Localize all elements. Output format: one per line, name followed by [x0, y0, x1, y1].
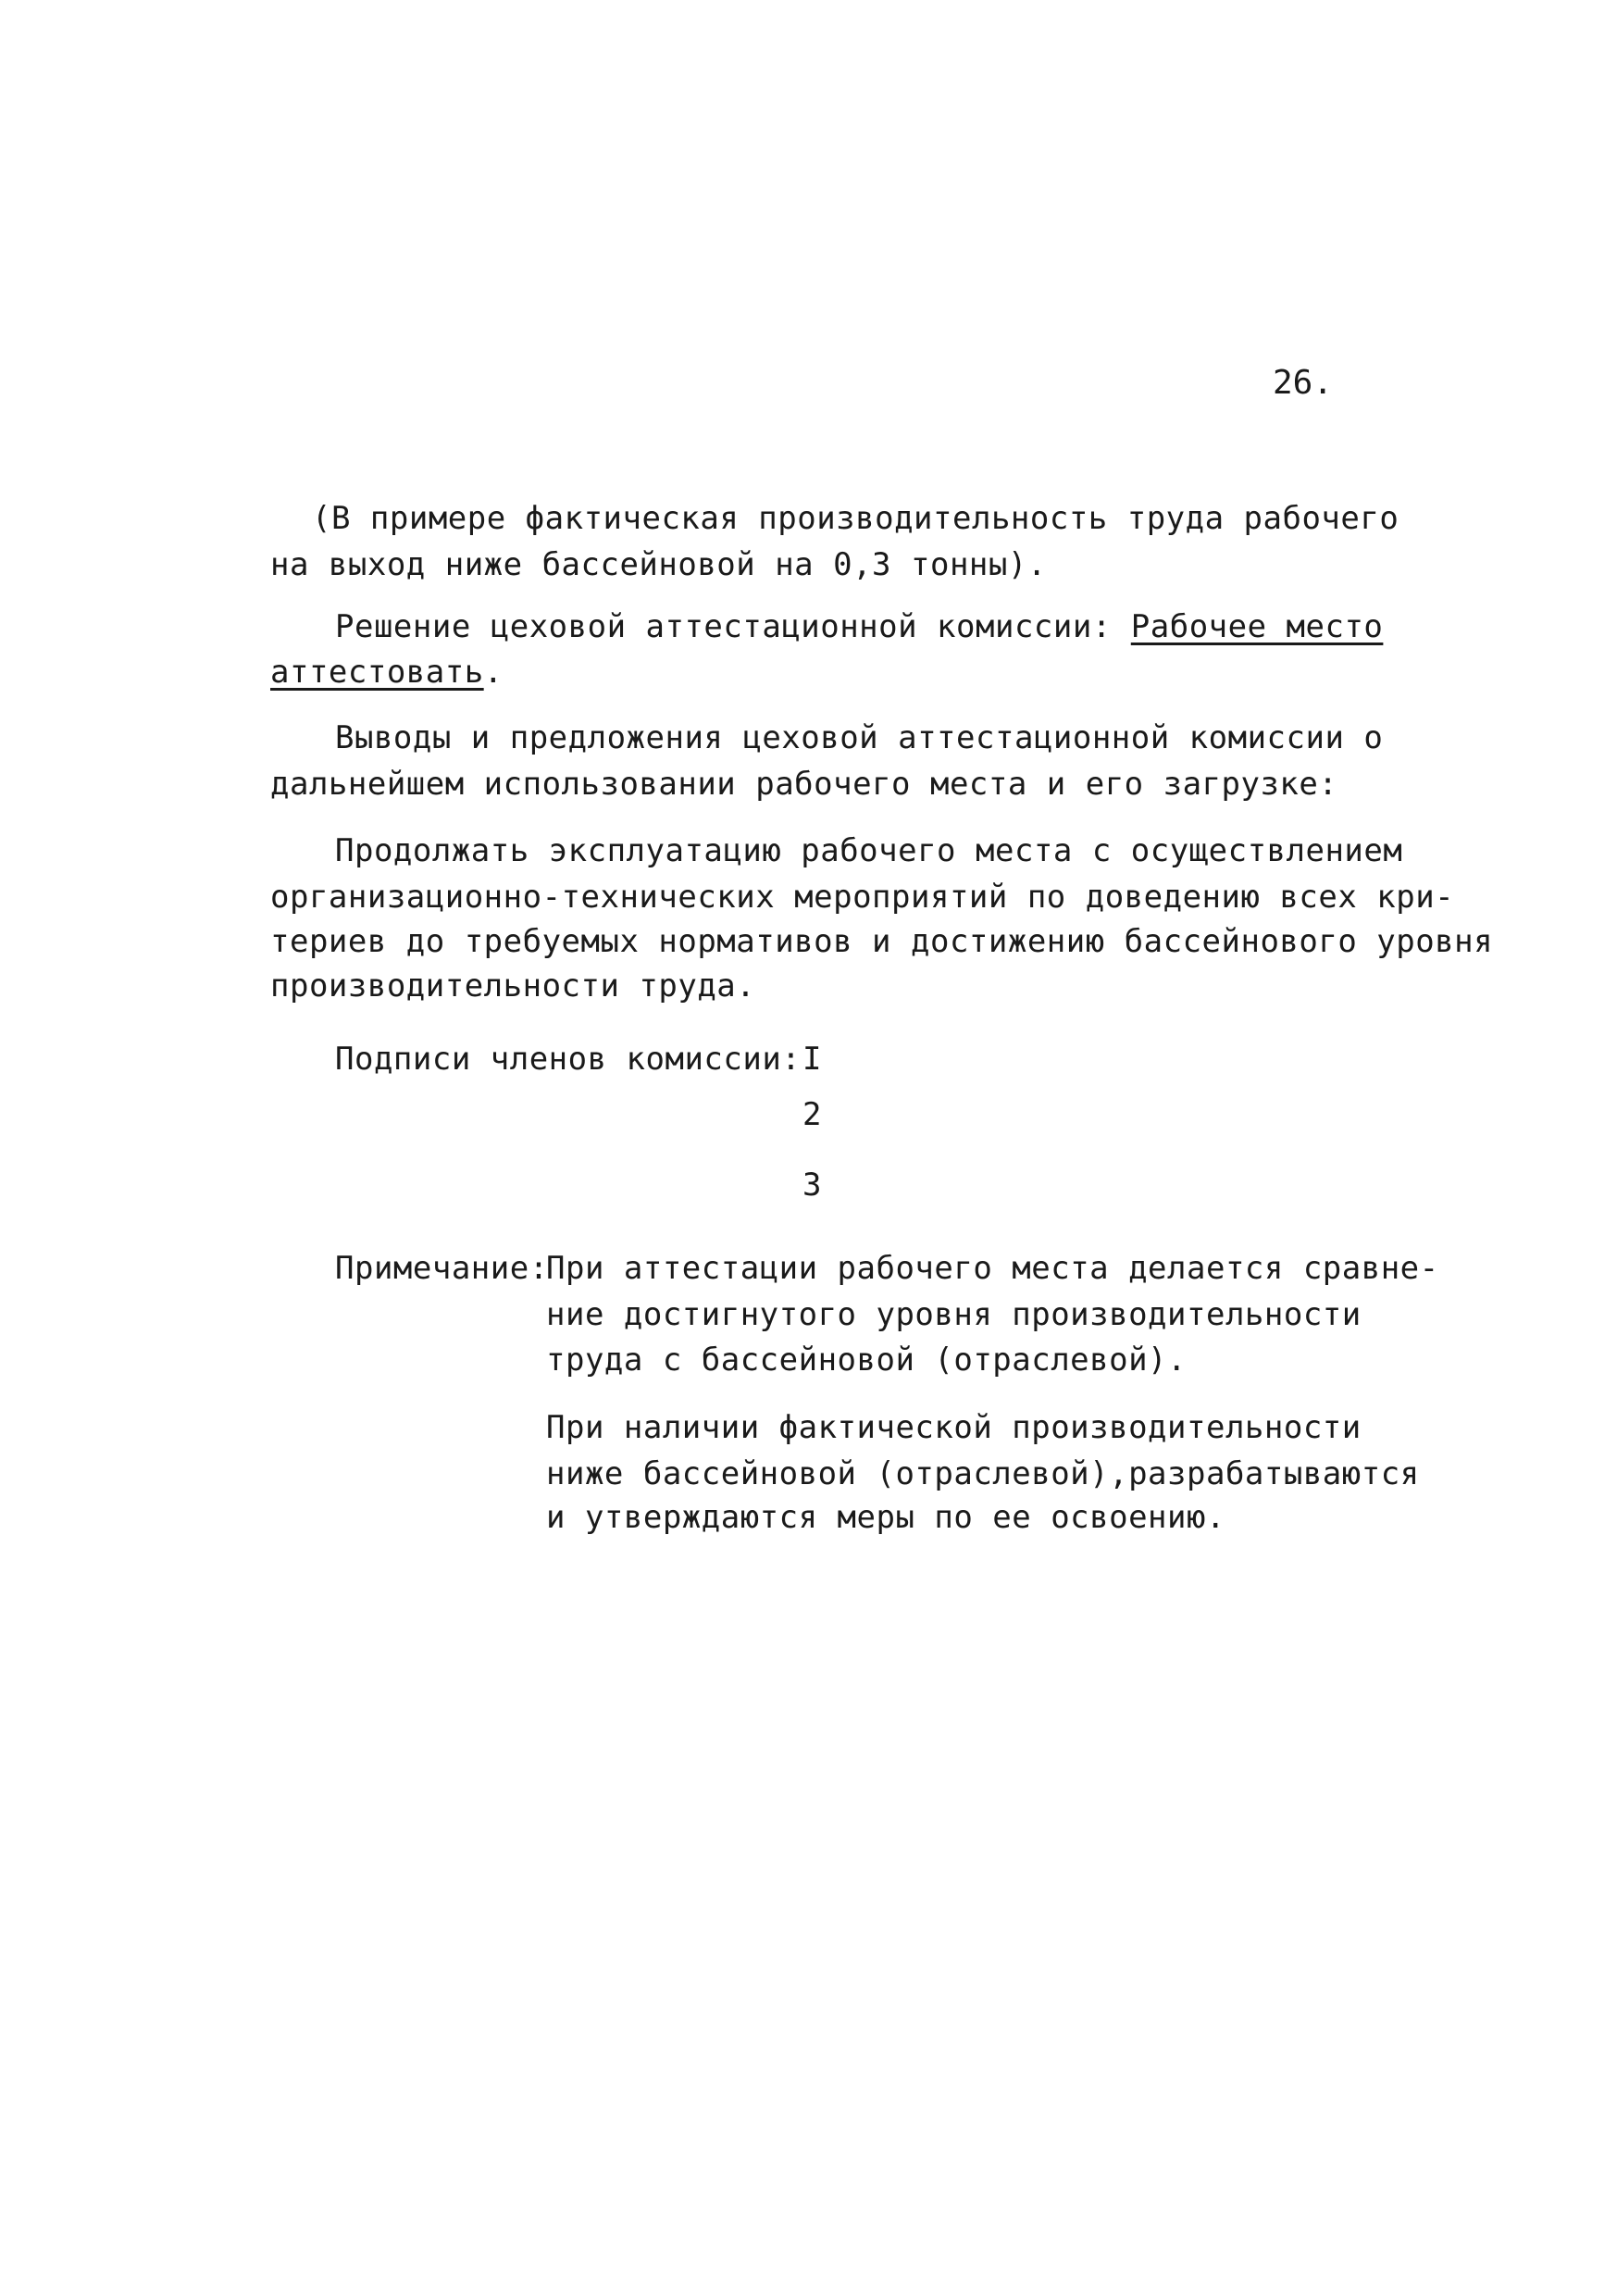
- note-para2-line-3: и утверждаются меры по ее освоению.: [546, 1499, 1225, 1536]
- note-para1-line-3: труда с бассейновой (отраслевой).: [546, 1341, 1188, 1379]
- signature-number-2: 2: [802, 1096, 822, 1133]
- example-note-line-1: (В примере фактическая производительность труда рабочего: [312, 500, 1399, 537]
- recommendation-line-3: териев до требуемых нормативов и достижению бассейнового уровня: [270, 923, 1494, 960]
- decision-value: Рабочее место: [1130, 608, 1384, 645]
- recommendation-line-4: производительности труда.: [270, 967, 756, 1004]
- decision-value-continued: аттестовать: [270, 654, 484, 691]
- note-para1-line-2: ние достигнутого уровня производительности: [546, 1296, 1362, 1333]
- page-number: 26.: [1273, 364, 1334, 402]
- decision-label: Решение цеховой аттестационной комиссии:: [335, 608, 1112, 645]
- decision-line-1: [335, 606, 1383, 647]
- recommendation-line-1: Продолжать эксплуатацию рабочего места с осуществлением: [335, 832, 1403, 869]
- signature-number-3: 3: [802, 1167, 822, 1204]
- note-para2-line-2: ниже бассейновой (отраслевой),разрабатываются: [546, 1455, 1420, 1492]
- decision-period: .: [483, 654, 504, 691]
- conclusions-line-1: Выводы и предложения цеховой аттестационной комиссии о: [335, 719, 1384, 756]
- signatures-label: Подписи членов комиссии:: [335, 1041, 802, 1078]
- note-label: Примечание:: [335, 1250, 549, 1287]
- decision-line-2: [270, 652, 504, 693]
- note-para2-line-1: При наличии фактической производительности: [546, 1409, 1362, 1446]
- signature-number-1: I: [802, 1041, 822, 1078]
- conclusions-line-2: дальнейшем использовании рабочего места и его загрузке:: [270, 766, 1338, 803]
- example-note-line-2: на выход ниже бассейновой на 0,3 тонны).: [270, 546, 1047, 583]
- recommendation-line-2: организационно-технических мероприятий по доведению всех кри-: [270, 879, 1455, 916]
- note-para1-line-1: При аттестации рабочего места делается сравне-: [546, 1250, 1439, 1287]
